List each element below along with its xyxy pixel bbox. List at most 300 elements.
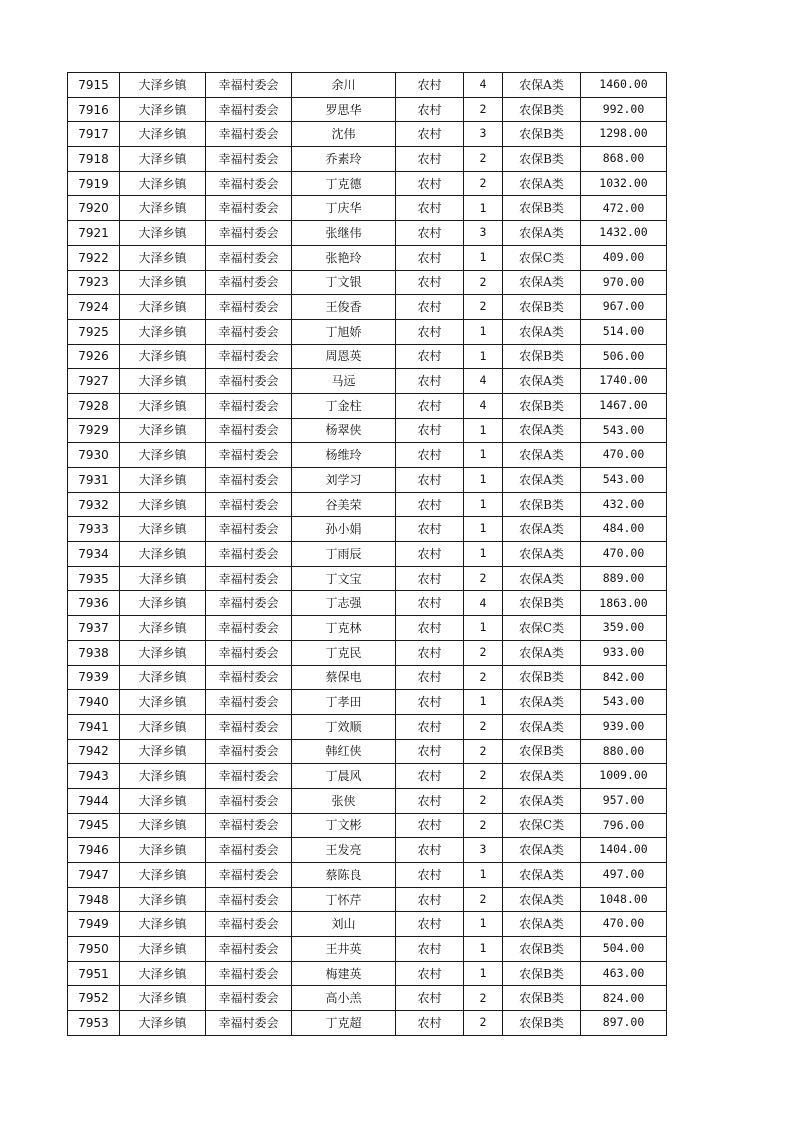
member-count-cell: 2 — [464, 270, 503, 295]
category-cell: 农保B类 — [503, 961, 581, 986]
person-name-cell: 刘山 — [292, 912, 396, 937]
member-count-cell: 3 — [464, 838, 503, 863]
member-count-cell: 1 — [464, 196, 503, 221]
person-name-cell: 韩红侠 — [292, 739, 396, 764]
member-count-cell: 2 — [464, 986, 503, 1011]
household-type-cell: 农村 — [396, 221, 464, 246]
household-type-cell: 农村 — [396, 196, 464, 221]
household-type-cell: 农村 — [396, 443, 464, 468]
person-name-cell: 丁文银 — [292, 270, 396, 295]
amount-cell: 484.00 — [581, 517, 667, 542]
record-id-cell: 7928 — [68, 393, 120, 418]
table-row — [68, 566, 667, 591]
town-cell: 大泽乡镇 — [120, 961, 206, 986]
record-id-cell: 7917 — [68, 122, 120, 147]
amount-cell: 880.00 — [581, 739, 667, 764]
member-count-cell: 1 — [464, 542, 503, 567]
person-name-cell: 谷美荣 — [292, 492, 396, 517]
household-type-cell: 农村 — [396, 665, 464, 690]
town-cell: 大泽乡镇 — [120, 221, 206, 246]
member-count-cell: 2 — [464, 566, 503, 591]
member-count-cell: 1 — [464, 863, 503, 888]
member-count-cell: 3 — [464, 122, 503, 147]
record-id-cell: 7936 — [68, 591, 120, 616]
village-committee-cell: 幸福村委会 — [206, 616, 292, 641]
table-row — [68, 393, 667, 418]
member-count-cell: 3 — [464, 221, 503, 246]
amount-cell: 470.00 — [581, 443, 667, 468]
member-count-cell: 4 — [464, 369, 503, 394]
member-count-cell: 1 — [464, 245, 503, 270]
town-cell: 大泽乡镇 — [120, 665, 206, 690]
town-cell: 大泽乡镇 — [120, 97, 206, 122]
table-row — [68, 418, 667, 443]
record-id-cell: 7946 — [68, 838, 120, 863]
record-id-cell: 7926 — [68, 344, 120, 369]
town-cell: 大泽乡镇 — [120, 468, 206, 493]
household-type-cell: 农村 — [396, 517, 464, 542]
village-committee-cell: 幸福村委会 — [206, 196, 292, 221]
member-count-cell: 2 — [464, 714, 503, 739]
member-count-cell: 2 — [464, 147, 503, 172]
village-committee-cell: 幸福村委会 — [206, 591, 292, 616]
record-id-cell: 7947 — [68, 863, 120, 888]
person-name-cell: 余川 — [292, 73, 396, 98]
record-id-cell: 7944 — [68, 788, 120, 813]
household-type-cell: 农村 — [396, 468, 464, 493]
amount-cell: 543.00 — [581, 690, 667, 715]
table-row — [68, 245, 667, 270]
town-cell: 大泽乡镇 — [120, 270, 206, 295]
record-id-cell: 7934 — [68, 542, 120, 567]
category-cell: 农保A类 — [503, 863, 581, 888]
household-type-cell: 农村 — [396, 912, 464, 937]
person-name-cell: 马远 — [292, 369, 396, 394]
town-cell: 大泽乡镇 — [120, 937, 206, 962]
table-row — [68, 937, 667, 962]
village-committee-cell: 幸福村委会 — [206, 887, 292, 912]
town-cell: 大泽乡镇 — [120, 714, 206, 739]
town-cell: 大泽乡镇 — [120, 986, 206, 1011]
person-name-cell: 丁克德 — [292, 171, 396, 196]
person-name-cell: 丁晨风 — [292, 764, 396, 789]
household-type-cell: 农村 — [396, 591, 464, 616]
person-name-cell: 丁效顺 — [292, 714, 396, 739]
category-cell: 农保A类 — [503, 764, 581, 789]
category-cell: 农保B类 — [503, 97, 581, 122]
town-cell: 大泽乡镇 — [120, 245, 206, 270]
village-committee-cell: 幸福村委会 — [206, 912, 292, 937]
household-type-cell: 农村 — [396, 640, 464, 665]
category-cell: 农保B类 — [503, 937, 581, 962]
village-committee-cell: 幸福村委会 — [206, 764, 292, 789]
category-cell: 农保B类 — [503, 591, 581, 616]
town-cell: 大泽乡镇 — [120, 813, 206, 838]
category-cell: 农保B类 — [503, 295, 581, 320]
ledger-body — [68, 73, 667, 1036]
town-cell: 大泽乡镇 — [120, 788, 206, 813]
person-name-cell: 罗思华 — [292, 97, 396, 122]
town-cell: 大泽乡镇 — [120, 616, 206, 641]
table-row — [68, 690, 667, 715]
household-type-cell: 农村 — [396, 739, 464, 764]
town-cell: 大泽乡镇 — [120, 838, 206, 863]
person-name-cell: 王俊香 — [292, 295, 396, 320]
member-count-cell: 1 — [464, 616, 503, 641]
town-cell: 大泽乡镇 — [120, 295, 206, 320]
record-id-cell: 7931 — [68, 468, 120, 493]
category-cell: 农保A类 — [503, 319, 581, 344]
amount-cell: 1863.00 — [581, 591, 667, 616]
table-row — [68, 788, 667, 813]
household-type-cell: 农村 — [396, 788, 464, 813]
category-cell: 农保A类 — [503, 517, 581, 542]
record-id-cell: 7945 — [68, 813, 120, 838]
member-count-cell: 2 — [464, 764, 503, 789]
category-cell: 农保A类 — [503, 73, 581, 98]
amount-cell: 1009.00 — [581, 764, 667, 789]
person-name-cell: 张侠 — [292, 788, 396, 813]
record-id-cell: 7953 — [68, 1011, 120, 1036]
amount-cell: 1048.00 — [581, 887, 667, 912]
record-id-cell: 7948 — [68, 887, 120, 912]
member-count-cell: 2 — [464, 788, 503, 813]
person-name-cell: 蔡陈良 — [292, 863, 396, 888]
town-cell: 大泽乡镇 — [120, 393, 206, 418]
town-cell: 大泽乡镇 — [120, 369, 206, 394]
category-cell: 农保B类 — [503, 739, 581, 764]
category-cell: 农保A类 — [503, 640, 581, 665]
category-cell: 农保B类 — [503, 986, 581, 1011]
household-type-cell: 农村 — [396, 245, 464, 270]
household-type-cell: 农村 — [396, 418, 464, 443]
record-id-cell: 7927 — [68, 369, 120, 394]
village-committee-cell: 幸福村委会 — [206, 566, 292, 591]
household-type-cell: 农村 — [396, 714, 464, 739]
member-count-cell: 2 — [464, 739, 503, 764]
table-row — [68, 319, 667, 344]
village-committee-cell: 幸福村委会 — [206, 270, 292, 295]
household-type-cell: 农村 — [396, 813, 464, 838]
table-row — [68, 270, 667, 295]
person-name-cell: 乔素玲 — [292, 147, 396, 172]
person-name-cell: 高小羔 — [292, 986, 396, 1011]
person-name-cell: 沈伟 — [292, 122, 396, 147]
village-committee-cell: 幸福村委会 — [206, 640, 292, 665]
category-cell: 农保A类 — [503, 270, 581, 295]
table-row — [68, 616, 667, 641]
table-row — [68, 986, 667, 1011]
table-row — [68, 887, 667, 912]
village-committee-cell: 幸福村委会 — [206, 319, 292, 344]
table-row — [68, 221, 667, 246]
person-name-cell: 丁庆华 — [292, 196, 396, 221]
person-name-cell: 丁克林 — [292, 616, 396, 641]
amount-cell: 992.00 — [581, 97, 667, 122]
record-id-cell: 7933 — [68, 517, 120, 542]
table-row — [68, 369, 667, 394]
person-name-cell: 王发亮 — [292, 838, 396, 863]
village-committee-cell: 幸福村委会 — [206, 542, 292, 567]
village-committee-cell: 幸福村委会 — [206, 690, 292, 715]
category-cell: 农保B类 — [503, 196, 581, 221]
person-name-cell: 丁雨辰 — [292, 542, 396, 567]
member-count-cell: 1 — [464, 937, 503, 962]
category-cell: 农保A类 — [503, 714, 581, 739]
category-cell: 农保C类 — [503, 813, 581, 838]
household-type-cell: 农村 — [396, 961, 464, 986]
member-count-cell: 2 — [464, 813, 503, 838]
amount-cell: 970.00 — [581, 270, 667, 295]
amount-cell: 472.00 — [581, 196, 667, 221]
amount-cell: 432.00 — [581, 492, 667, 517]
amount-cell: 842.00 — [581, 665, 667, 690]
amount-cell: 506.00 — [581, 344, 667, 369]
town-cell: 大泽乡镇 — [120, 542, 206, 567]
village-committee-cell: 幸福村委会 — [206, 245, 292, 270]
record-id-cell: 7920 — [68, 196, 120, 221]
amount-cell: 463.00 — [581, 961, 667, 986]
table-row — [68, 73, 667, 98]
household-type-cell: 农村 — [396, 122, 464, 147]
record-id-cell: 7938 — [68, 640, 120, 665]
village-committee-cell: 幸福村委会 — [206, 171, 292, 196]
person-name-cell: 杨翠侠 — [292, 418, 396, 443]
person-name-cell: 梅建英 — [292, 961, 396, 986]
town-cell: 大泽乡镇 — [120, 73, 206, 98]
category-cell: 农保B类 — [503, 147, 581, 172]
record-id-cell: 7919 — [68, 171, 120, 196]
amount-cell: 897.00 — [581, 1011, 667, 1036]
member-count-cell: 1 — [464, 517, 503, 542]
member-count-cell: 4 — [464, 73, 503, 98]
table-row — [68, 665, 667, 690]
record-id-cell: 7921 — [68, 221, 120, 246]
member-count-cell: 1 — [464, 961, 503, 986]
amount-cell: 868.00 — [581, 147, 667, 172]
category-cell: 农保A类 — [503, 221, 581, 246]
category-cell: 农保B类 — [503, 492, 581, 517]
category-cell: 农保A类 — [503, 418, 581, 443]
record-id-cell: 7932 — [68, 492, 120, 517]
record-id-cell: 7943 — [68, 764, 120, 789]
table-row — [68, 147, 667, 172]
record-id-cell: 7935 — [68, 566, 120, 591]
village-committee-cell: 幸福村委会 — [206, 295, 292, 320]
category-cell: 农保B类 — [503, 344, 581, 369]
village-committee-cell: 幸福村委会 — [206, 147, 292, 172]
member-count-cell: 2 — [464, 640, 503, 665]
table-row — [68, 542, 667, 567]
amount-cell: 470.00 — [581, 542, 667, 567]
record-id-cell: 7922 — [68, 245, 120, 270]
village-committee-cell: 幸福村委会 — [206, 393, 292, 418]
category-cell: 农保A类 — [503, 171, 581, 196]
category-cell: 农保C类 — [503, 616, 581, 641]
amount-cell: 1740.00 — [581, 369, 667, 394]
table-row — [68, 838, 667, 863]
table-row — [68, 517, 667, 542]
member-count-cell: 2 — [464, 1011, 503, 1036]
village-committee-cell: 幸福村委会 — [206, 813, 292, 838]
table-row — [68, 961, 667, 986]
household-type-cell: 农村 — [396, 73, 464, 98]
table-row — [68, 468, 667, 493]
member-count-cell: 1 — [464, 690, 503, 715]
amount-cell: 933.00 — [581, 640, 667, 665]
record-id-cell: 7918 — [68, 147, 120, 172]
member-count-cell: 4 — [464, 393, 503, 418]
table-row — [68, 813, 667, 838]
town-cell: 大泽乡镇 — [120, 887, 206, 912]
record-id-cell: 7950 — [68, 937, 120, 962]
person-name-cell: 张艳玲 — [292, 245, 396, 270]
member-count-cell: 2 — [464, 97, 503, 122]
village-committee-cell: 幸福村委会 — [206, 986, 292, 1011]
person-name-cell: 丁文彬 — [292, 813, 396, 838]
table-row — [68, 591, 667, 616]
household-type-cell: 农村 — [396, 690, 464, 715]
person-name-cell: 丁志强 — [292, 591, 396, 616]
household-type-cell: 农村 — [396, 764, 464, 789]
table-row — [68, 122, 667, 147]
record-id-cell: 7949 — [68, 912, 120, 937]
person-name-cell: 丁金柱 — [292, 393, 396, 418]
village-committee-cell: 幸福村委会 — [206, 517, 292, 542]
town-cell: 大泽乡镇 — [120, 863, 206, 888]
amount-cell: 1298.00 — [581, 122, 667, 147]
category-cell: 农保A类 — [503, 468, 581, 493]
person-name-cell: 杨维玲 — [292, 443, 396, 468]
town-cell: 大泽乡镇 — [120, 147, 206, 172]
record-id-cell: 7937 — [68, 616, 120, 641]
record-id-cell: 7925 — [68, 319, 120, 344]
table-row — [68, 196, 667, 221]
member-count-cell: 4 — [464, 591, 503, 616]
category-cell: 农保A类 — [503, 542, 581, 567]
town-cell: 大泽乡镇 — [120, 492, 206, 517]
record-id-cell: 7924 — [68, 295, 120, 320]
town-cell: 大泽乡镇 — [120, 517, 206, 542]
town-cell: 大泽乡镇 — [120, 319, 206, 344]
household-type-cell: 农村 — [396, 97, 464, 122]
member-count-cell: 1 — [464, 344, 503, 369]
category-cell: 农保A类 — [503, 566, 581, 591]
amount-cell: 957.00 — [581, 788, 667, 813]
amount-cell: 470.00 — [581, 912, 667, 937]
record-id-cell: 7952 — [68, 986, 120, 1011]
village-committee-cell: 幸福村委会 — [206, 122, 292, 147]
table-row — [68, 714, 667, 739]
household-type-cell: 农村 — [396, 171, 464, 196]
table-row — [68, 443, 667, 468]
member-count-cell: 1 — [464, 319, 503, 344]
village-committee-cell: 幸福村委会 — [206, 97, 292, 122]
village-committee-cell: 幸福村委会 — [206, 863, 292, 888]
village-committee-cell: 幸福村委会 — [206, 1011, 292, 1036]
household-type-cell: 农村 — [396, 542, 464, 567]
category-cell: 农保A类 — [503, 690, 581, 715]
household-type-cell: 农村 — [396, 270, 464, 295]
table-row — [68, 912, 667, 937]
household-type-cell: 农村 — [396, 295, 464, 320]
member-count-cell: 1 — [464, 443, 503, 468]
record-id-cell: 7951 — [68, 961, 120, 986]
amount-cell: 504.00 — [581, 937, 667, 962]
town-cell: 大泽乡镇 — [120, 640, 206, 665]
village-committee-cell: 幸福村委会 — [206, 788, 292, 813]
household-type-cell: 农村 — [396, 616, 464, 641]
town-cell: 大泽乡镇 — [120, 1011, 206, 1036]
category-cell: 农保B类 — [503, 1011, 581, 1036]
village-committee-cell: 幸福村委会 — [206, 838, 292, 863]
town-cell: 大泽乡镇 — [120, 739, 206, 764]
person-name-cell: 刘学习 — [292, 468, 396, 493]
person-name-cell: 丁孝田 — [292, 690, 396, 715]
category-cell: 农保C类 — [503, 245, 581, 270]
member-count-cell: 2 — [464, 665, 503, 690]
amount-cell: 939.00 — [581, 714, 667, 739]
household-type-cell: 农村 — [396, 986, 464, 1011]
amount-cell: 1032.00 — [581, 171, 667, 196]
record-id-cell: 7916 — [68, 97, 120, 122]
amount-cell: 1460.00 — [581, 73, 667, 98]
amount-cell: 796.00 — [581, 813, 667, 838]
record-id-cell: 7940 — [68, 690, 120, 715]
village-committee-cell: 幸福村委会 — [206, 739, 292, 764]
amount-cell: 1432.00 — [581, 221, 667, 246]
category-cell: 农保A类 — [503, 788, 581, 813]
amount-cell: 543.00 — [581, 468, 667, 493]
table-row — [68, 863, 667, 888]
village-committee-cell: 幸福村委会 — [206, 443, 292, 468]
person-name-cell: 蔡保电 — [292, 665, 396, 690]
member-count-cell: 2 — [464, 171, 503, 196]
record-id-cell: 7930 — [68, 443, 120, 468]
person-name-cell: 丁旭娇 — [292, 319, 396, 344]
record-id-cell: 7915 — [68, 73, 120, 98]
town-cell: 大泽乡镇 — [120, 566, 206, 591]
table-row — [68, 171, 667, 196]
category-cell: 农保B类 — [503, 122, 581, 147]
table-row — [68, 640, 667, 665]
household-type-cell: 农村 — [396, 147, 464, 172]
household-type-cell: 农村 — [396, 369, 464, 394]
village-committee-cell: 幸福村委会 — [206, 961, 292, 986]
household-type-cell: 农村 — [396, 492, 464, 517]
record-id-cell: 7923 — [68, 270, 120, 295]
table-row — [68, 97, 667, 122]
household-type-cell: 农村 — [396, 566, 464, 591]
ledger-table — [67, 72, 667, 1036]
member-count-cell: 1 — [464, 468, 503, 493]
town-cell: 大泽乡镇 — [120, 418, 206, 443]
person-name-cell: 丁文宝 — [292, 566, 396, 591]
person-name-cell: 丁怀芹 — [292, 887, 396, 912]
amount-cell: 967.00 — [581, 295, 667, 320]
member-count-cell: 2 — [464, 295, 503, 320]
town-cell: 大泽乡镇 — [120, 690, 206, 715]
person-name-cell: 丁克民 — [292, 640, 396, 665]
amount-cell: 824.00 — [581, 986, 667, 1011]
town-cell: 大泽乡镇 — [120, 764, 206, 789]
table-row — [68, 492, 667, 517]
amount-cell: 514.00 — [581, 319, 667, 344]
person-name-cell: 周恩英 — [292, 344, 396, 369]
category-cell: 农保B类 — [503, 665, 581, 690]
town-cell: 大泽乡镇 — [120, 443, 206, 468]
category-cell: 农保A类 — [503, 912, 581, 937]
